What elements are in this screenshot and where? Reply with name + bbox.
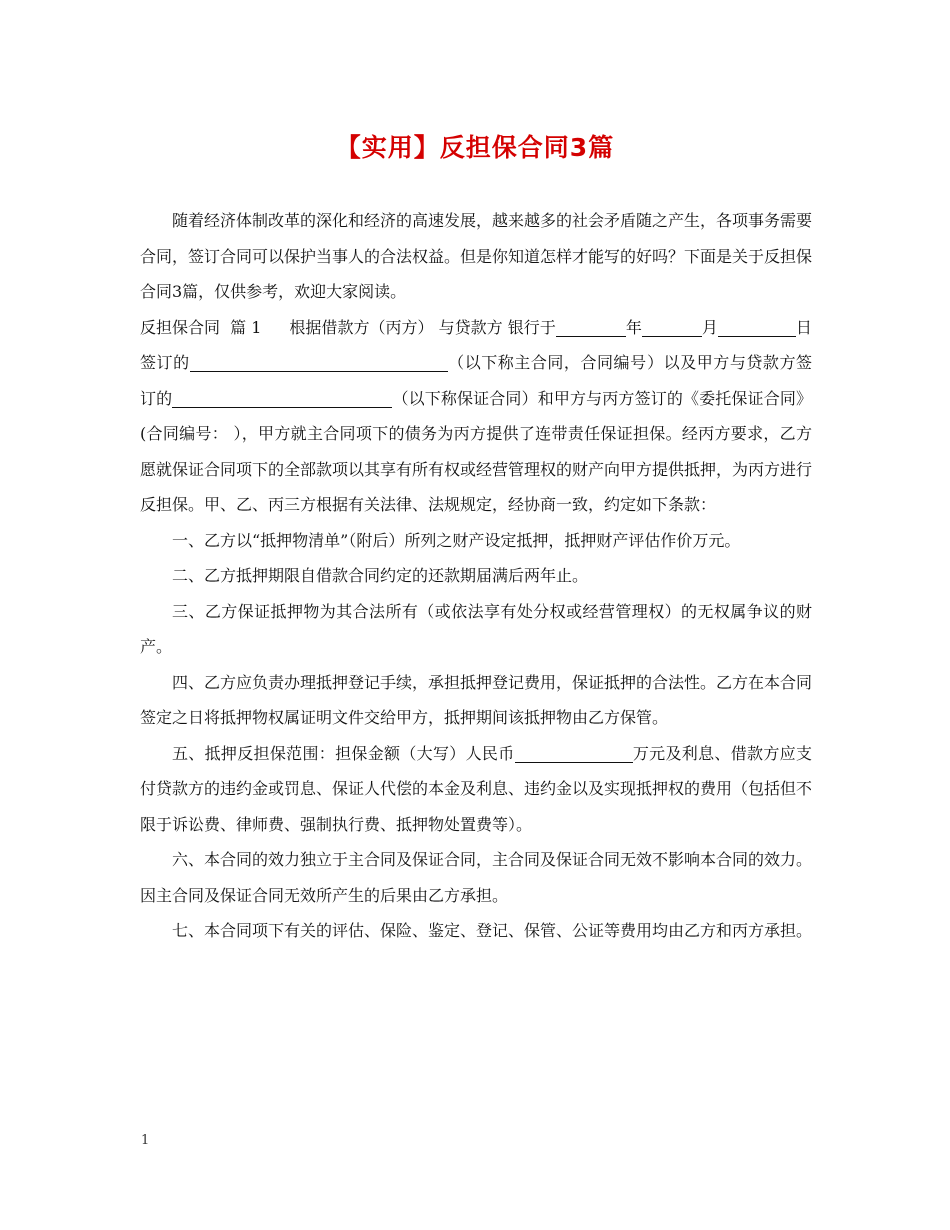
contract-opening-paragraph <box>140 310 812 523</box>
main-contract-blank <box>190 353 448 372</box>
document-body <box>140 203 812 949</box>
contract-text-2: 年 <box>625 317 642 337</box>
clause-6: 六、本合同的效力独立于主合同及保证合同，主合同及保证合同无效不影响本合同的效力。因主合同及保证合同无效所产生的后果由乙方承担。 <box>140 850 813 905</box>
day-blank <box>718 318 796 337</box>
clause-7: 七、本合同项下有关的评估、保险、鉴定、登记、保管、公证等费用均由乙方和丙方承担。 <box>172 921 813 940</box>
contract-text-3: 月 <box>701 317 718 337</box>
clause-1: 一、乙方以“抵押物清单”（附后）所列之财产设定抵押，抵押财产评估作价万元。 <box>172 530 741 550</box>
page-number: 1 <box>141 1133 150 1148</box>
clause-5-text-b: 万元及利息、借款方应支付贷款方的违约金或罚息、保证人代偿的本金及利息、违约金以及实现抵押权的费用（包括但不限于诉讼费、律师费、强制执行费、抵押物处置费等）。 <box>140 743 813 834</box>
guarantee-contract-blank <box>172 389 392 408</box>
section-number: 篇 1 <box>230 317 262 337</box>
contract-text-6: ）以及甲方与贷款方签订的 <box>140 353 812 408</box>
clause-3: 三、乙方保证抵押物为其合法所有（或依法享有处分权或经营管理权）的无权属争议的财产。 <box>140 601 812 656</box>
month-blank <box>642 318 702 337</box>
contract-text-1: 根据借款方（丙方） 与贷款方 银行于 <box>289 317 556 337</box>
clause-5 <box>140 736 812 843</box>
clause-5-text-a: 五、抵押反担保范围：担保金额（大写）人民币 <box>172 743 515 763</box>
contract-text-5: （以下称主合同，合同编号 <box>447 353 647 372</box>
intro-paragraph: 随着经济体制改革的深化和经济的高速发展，越来越多的社会矛盾随之产生，各项事务需要合同，签订合同可以保护当事人的合法权益。但是你知道怎样才能写的好吗？下面是关于反担保合同3篇，仅供参考，欢迎大家阅读。 <box>140 211 813 301</box>
contract-text-4: 日签订的 <box>140 317 812 372</box>
clause-2: 二、乙方抵押期限自借款合同约定的还款期届满后两年止。 <box>172 566 589 585</box>
amount-blank <box>515 744 633 763</box>
contract-text-7: （以下称保证合同）和甲方与丙方签订的《委托保证合同》(合同编号： ），甲方就主合同项下的债务为丙方提供了连带责任保证担保。经丙方要求，乙方愿就保证合同项下的全部款项以其享有所有权或经营管理权的财产向甲方提供抵押，为丙方进行反担保。甲、乙、丙三方根据有关法律、法规规定，经协商一致，约定如下条款： <box>140 388 813 514</box>
section-label: 反担保合同 <box>140 317 221 337</box>
document-title: 【实用】反担保合同3篇 <box>335 133 615 162</box>
clause-4: 四、乙方应负责办理抵押登记手续，承担抵押登记费用，保证抵押的合法性。乙方在本合同签定之日将抵押物权属证明文件交给甲方，抵押期间该抵押物由乙方保管。 <box>140 672 813 727</box>
year-blank <box>556 318 626 337</box>
